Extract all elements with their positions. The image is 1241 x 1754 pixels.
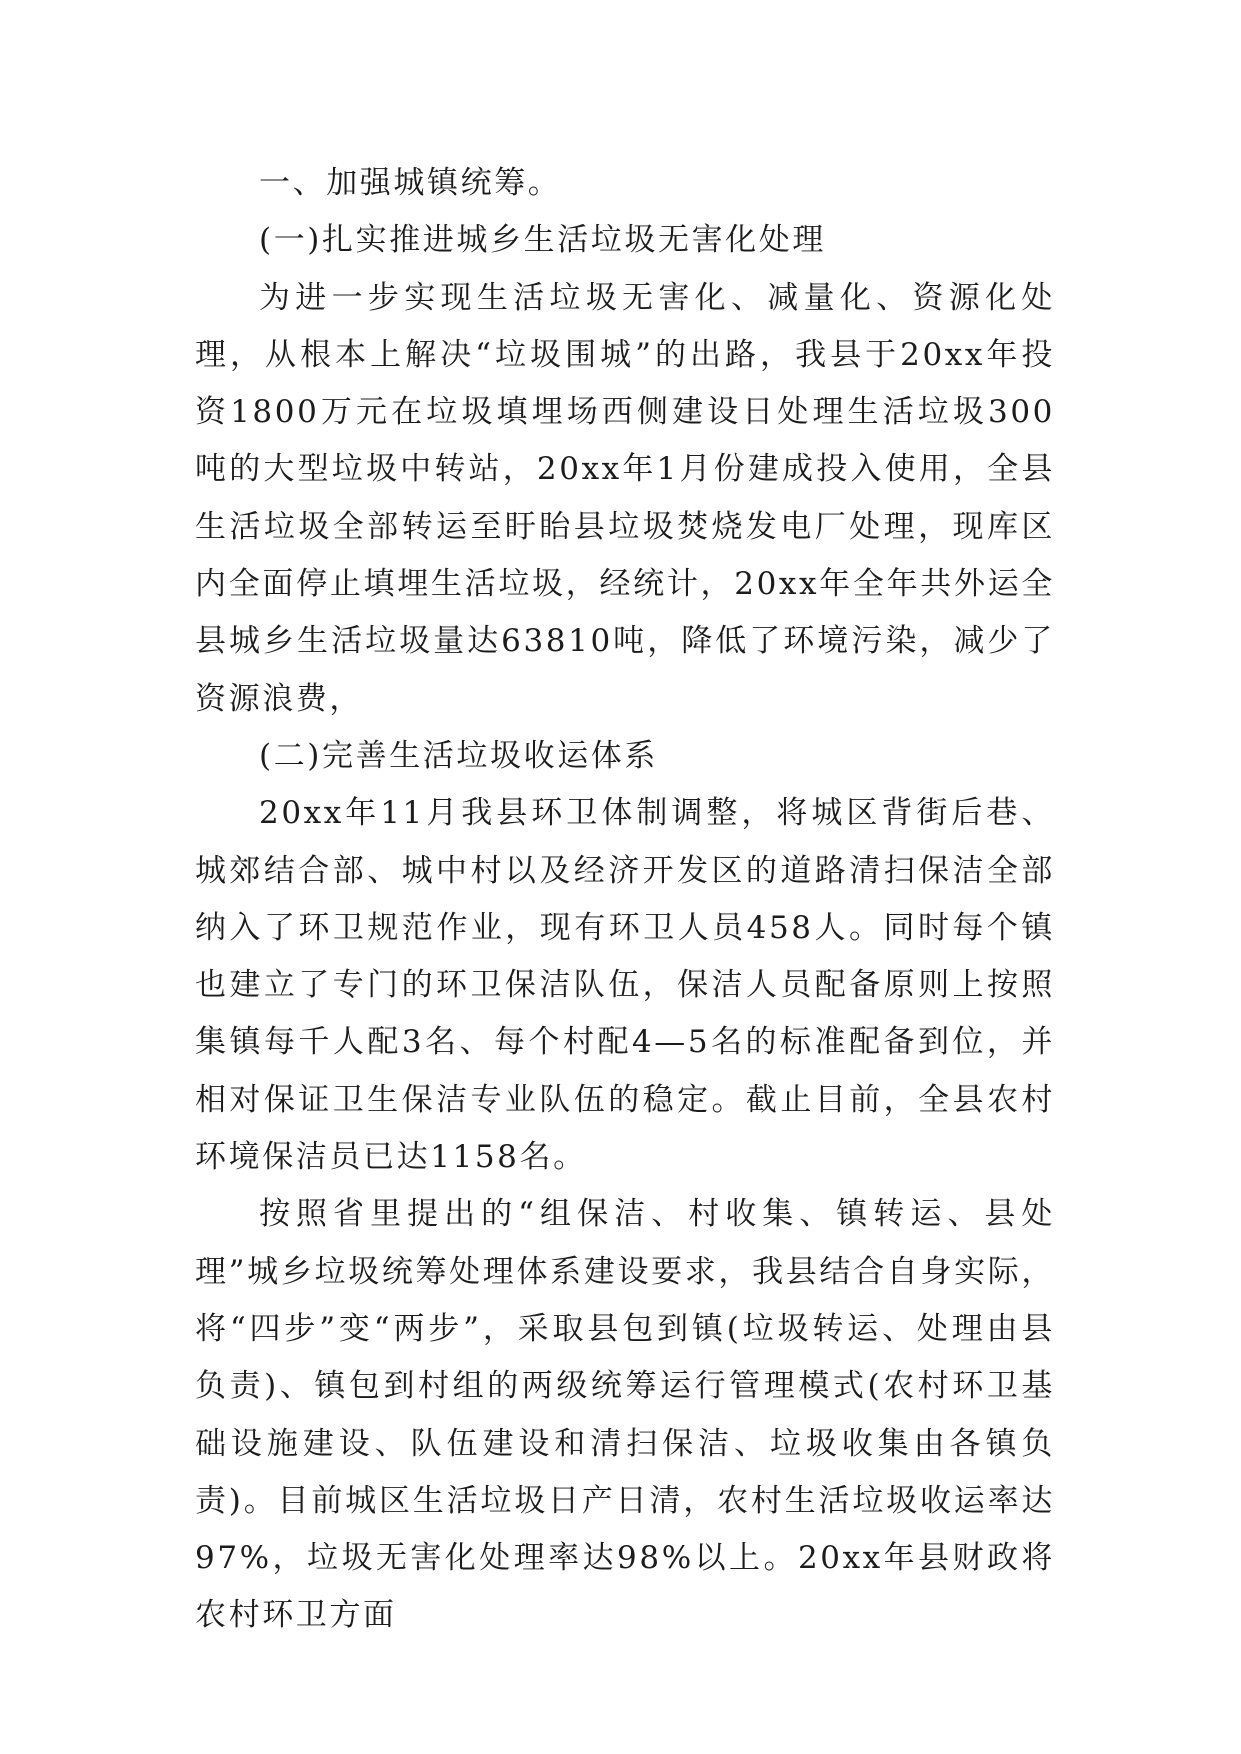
document-body bbox=[195, 155, 1055, 1645]
subsection-heading-1: (一)扎实推进城乡生活垃圾无害化处理 bbox=[259, 222, 826, 259]
section-heading: 一、加强城镇统筹。 bbox=[259, 165, 562, 201]
paragraph-2: 20xx年11月我县环卫体制调整，将城区背街后巷、城郊结合部、城中村以及经济开发区的道路清扫保洁全部纳入了环卫规范作业，现有环卫人员458人。同时每个镇也建立了专门的环卫保洁队伍，保洁人员配备原则上按照集镇每千人配3名、每个村配4—5名的标准配备到位，并相对保证卫生保洁专业队伍的稳定。截止目前，全县农村环境保洁员已达1158名。 bbox=[195, 795, 1055, 1176]
paragraph-3: 按照省里提出的“组保洁、村收集、镇转运、县处理”城乡垃圾统筹处理体系建设要求，我县结合自身实际，将“四步”变“两步”，采取县包到镇(垃圾转运、处理由县负责)、镇包到村组的两级统筹运行管理模式(农村环卫基础设施建设、队伍建设和清扫保洁、垃圾收集由各镇负责)。目前城区生活垃圾日产日清，农村生活垃圾收运率达97%，垃圾无害化处理率达98%以上。20xx年县财政将农村环卫方面 bbox=[195, 1196, 1055, 1634]
paragraph-1: 为进一步实现生活垃圾无害化、减量化、资源化处理，从根本上解决“垃圾围城”的出路，我县于20xx年投资1800万元在垃圾填埋场西侧建设日处理生活垃圾300吨的大型垃圾中转站，20xx年1月份建成投入使用，全县生活垃圾全部转运至盱眙县垃圾焚烧发电厂处理，现库区内全面停止填埋生活垃圾，经统计，20xx年全年共外运全县城乡生活垃圾量达63810吨，降低了环境污染，减少了资源浪费， bbox=[195, 279, 1055, 717]
subsection-heading-2: (二)完善生活垃圾收运体系 bbox=[259, 737, 658, 774]
